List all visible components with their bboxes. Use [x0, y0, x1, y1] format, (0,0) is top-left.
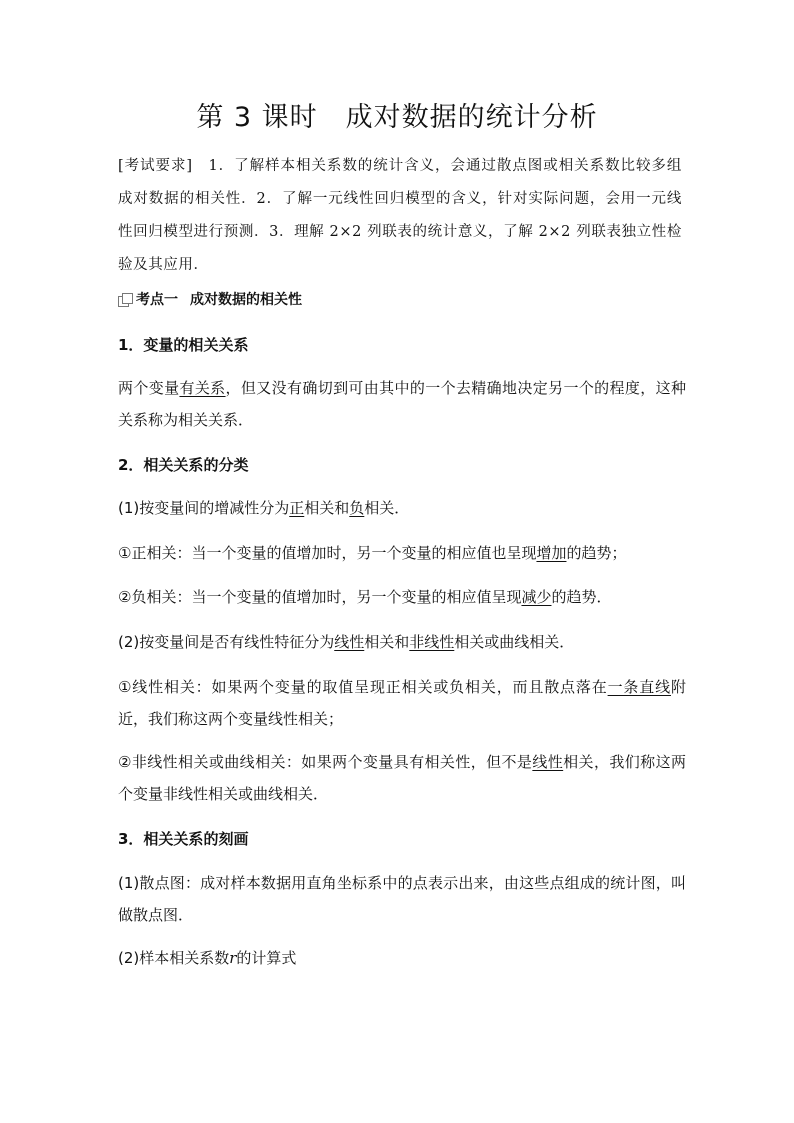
underlined-term: 一条直线 [607, 678, 671, 696]
underlined-term: 线性 [532, 753, 564, 771]
text-run: 两个变量 [118, 379, 180, 397]
text-run: ②负相关：当一个变量的值增加时，另一个变量的相应值呈现 [118, 588, 522, 606]
underlined-term: 负 [349, 499, 365, 517]
text-run: ，但又没有确切到可由其中的一个去精确地决定另一个的程度，这种关系称为相关关系． [118, 379, 686, 429]
text-run: ②非线性相关或曲线相关：如果两个变量具有相关性，但不是 [118, 753, 533, 771]
section-marker-icon [118, 293, 132, 307]
underlined-term: 非线性 [409, 633, 455, 651]
section-2-line-3 [118, 586, 684, 608]
text-run: (2)样本相关系数 [118, 949, 230, 967]
text-run: 相关和 [364, 633, 410, 651]
text-run: ①正相关：当一个变量的值增加时，另一个变量的相应值也呈现 [118, 544, 537, 562]
section-2-line-1 [118, 497, 684, 519]
kaodian-label: 考点一 [136, 292, 178, 308]
exam-requirements: [考试要求] 1．了解样本相关系数的统计含义，会通过散点图或相关系数比较多组成对数据的相关性．2．了解一元线性回归模型的含义，针对实际问题，会用一元线性回归模型进行预测．3．理解 2×2 列联表的统计意义，了解 2×2 列联表独立性检验及其应用． [118, 158, 682, 273]
section-2-line-2 [118, 542, 684, 564]
text-run: 的趋势； [566, 544, 627, 562]
variable-r: r [229, 949, 237, 967]
text-run: ①线性相关：如果两个变量的取值呈现正相关或负相关，而且散点落在 [118, 678, 608, 696]
section-2-line-4 [118, 631, 684, 653]
text-run: (1)按变量间的增减性分为 [118, 499, 290, 517]
section-3-line-2 [118, 947, 684, 969]
text-run: 附近，我们称这两个变量线性相关； [118, 678, 686, 728]
text-run: 相关和 [304, 499, 350, 517]
section-1-heading: 1．变量的相关关系 [118, 336, 249, 354]
section-1-paragraph [118, 372, 686, 436]
text-run: 的计算式 [236, 949, 297, 967]
section-2-heading: 2．相关关系的分类 [118, 456, 249, 474]
section-3-heading: 3．相关关系的刻画 [118, 830, 249, 848]
title-main: 成对数据的统计分析 [345, 102, 598, 133]
kaodian-heading [118, 289, 684, 311]
text-run: 的趋势． [551, 588, 612, 606]
text-run: (2)按变量间是否有线性特征分为 [118, 633, 335, 651]
text-run: 相关，我们称这两个变量非线性相关或曲线相关． [118, 753, 686, 803]
section-3-line-1: (1)散点图：成对样本数据用直角坐标系中的点表示出来，由这些点组成的统计图，叫做散点图． [118, 874, 686, 924]
underlined-term: 有关系 [179, 379, 226, 397]
text-run: 相关． [364, 499, 410, 517]
underlined-term: 减少 [521, 588, 552, 606]
title-prefix: 第 3 课时 [196, 102, 318, 133]
text-run: 相关或曲线相关． [454, 633, 575, 651]
underlined-term: 增加 [536, 544, 567, 562]
underlined-term: 线性 [334, 633, 365, 651]
section-2-line-6 [118, 746, 686, 810]
section-2-line-5 [118, 671, 686, 735]
underlined-term: 正 [289, 499, 305, 517]
page-title [0, 98, 794, 138]
kaodian-topic: 成对数据的相关性 [190, 292, 302, 308]
